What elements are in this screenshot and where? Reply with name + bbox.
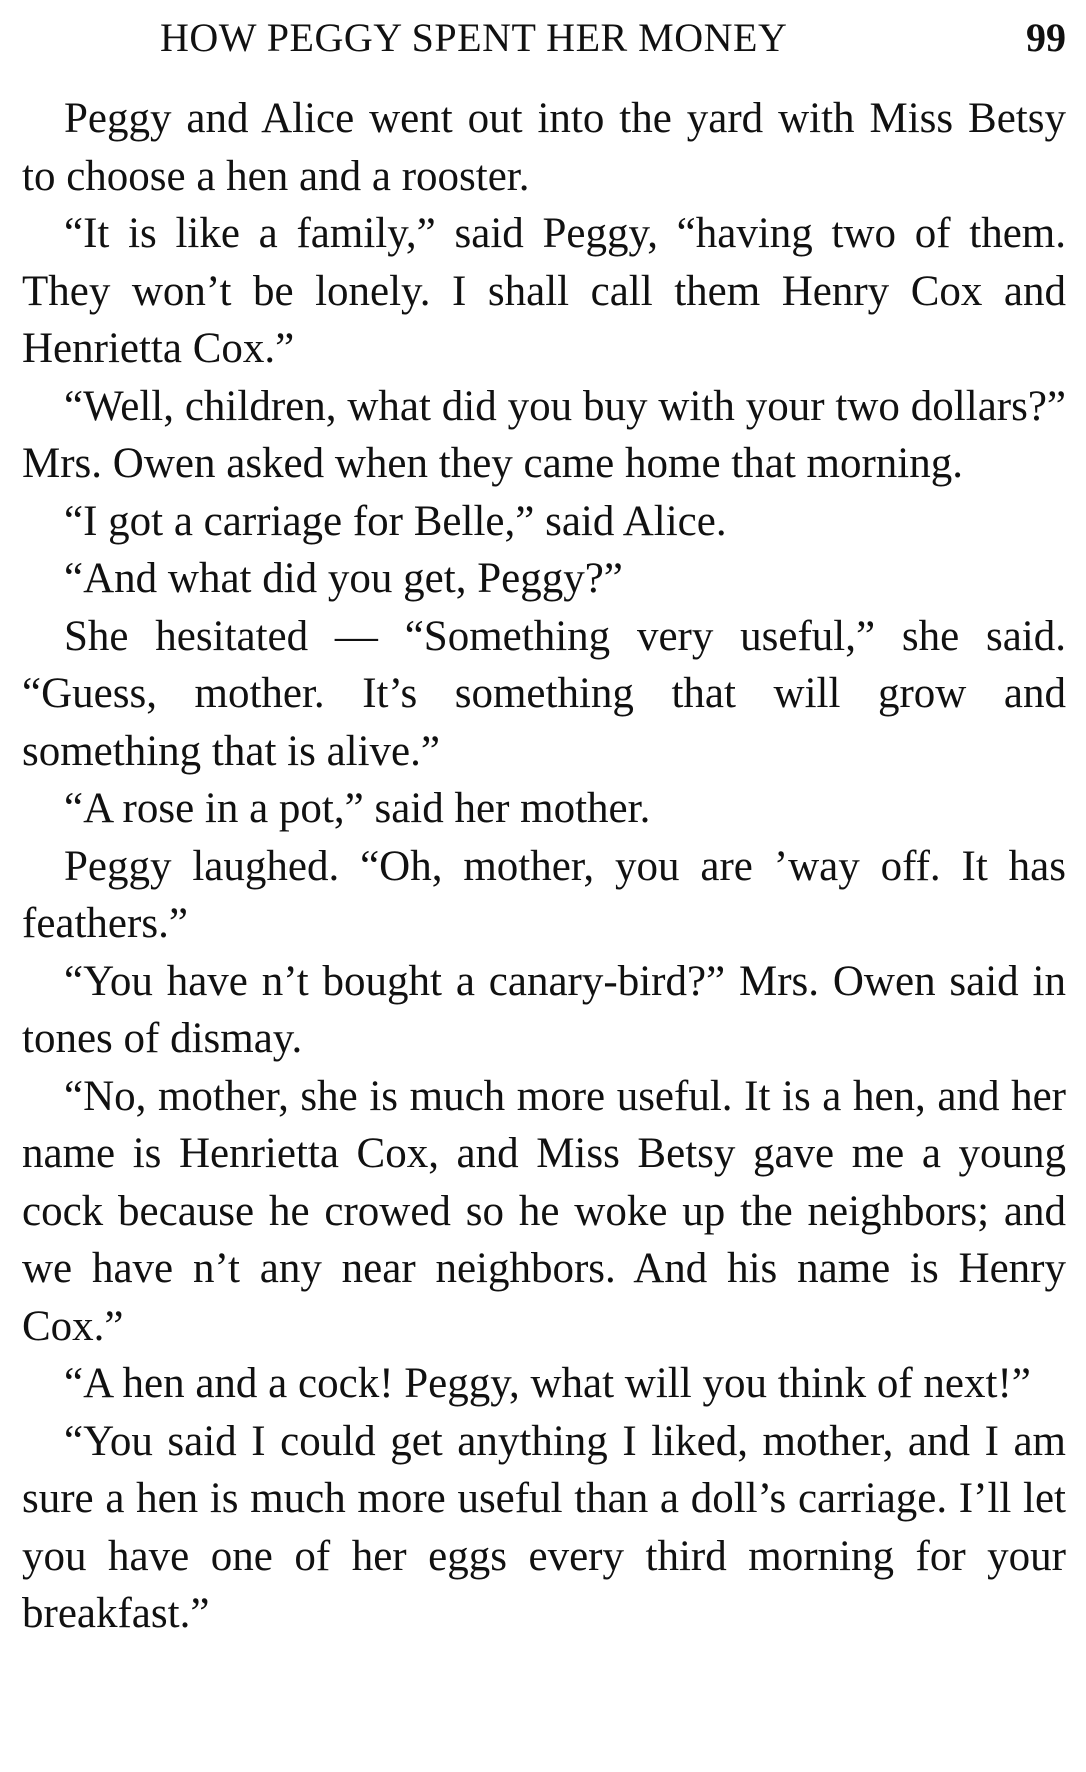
paragraph: “It is like a family,” said Peggy, “having two of them. They won’t be lonely. I shall call them Henry Cox and Henrietta Cox.” xyxy=(22,210,1066,372)
body-text xyxy=(22,90,1066,1643)
paragraph: “No, mother, she is much more useful. It is a hen, and her name is Henrietta Cox, and Miss Betsy gave me a young cock because he crowed so he woke up the neighbors; and we have n’t any near neighbors. And his name is Henry Cox.” xyxy=(22,1072,1066,1350)
paragraph: “I got a carriage for Belle,” said Alice. xyxy=(64,497,727,545)
page-number: 99 xyxy=(1026,15,1066,60)
running-title: HOW PEGGY SPENT HER MONEY xyxy=(160,15,788,60)
paragraph: She hesitated — “Something very useful,” she said. “Guess, mother. It’s something that will grow and something that is alive.” xyxy=(22,612,1066,775)
paragraph: “Well, children, what did you buy with your two dollars?” Mrs. Owen asked when they came home that morning. xyxy=(22,382,1066,487)
paragraph: “A rose in a pot,” said her mother. xyxy=(64,785,651,832)
paragraph: “A hen and a cock! Peggy, what will you think of next!” xyxy=(64,1360,1031,1407)
paragraph: Peggy and Alice went out into the yard with Miss Betsy to choose a hen and a rooster. xyxy=(22,95,1066,200)
paragraph: Peggy laughed. “Oh, mother, you are ’way off. It has feathers.” xyxy=(22,842,1066,947)
paragraph: “And what did you get, Peggy?” xyxy=(64,555,623,602)
paragraph: “You said I could get anything I liked, mother, and I am sure a hen is much more useful than a doll’s carriage. I’ll let you have one of her eggs every third morning for your breakfast.” xyxy=(22,1417,1066,1637)
paragraph: “You have n’t bought a canary-bird?” Mrs. Owen said in tones of dismay. xyxy=(22,957,1066,1062)
running-head xyxy=(160,14,1066,64)
